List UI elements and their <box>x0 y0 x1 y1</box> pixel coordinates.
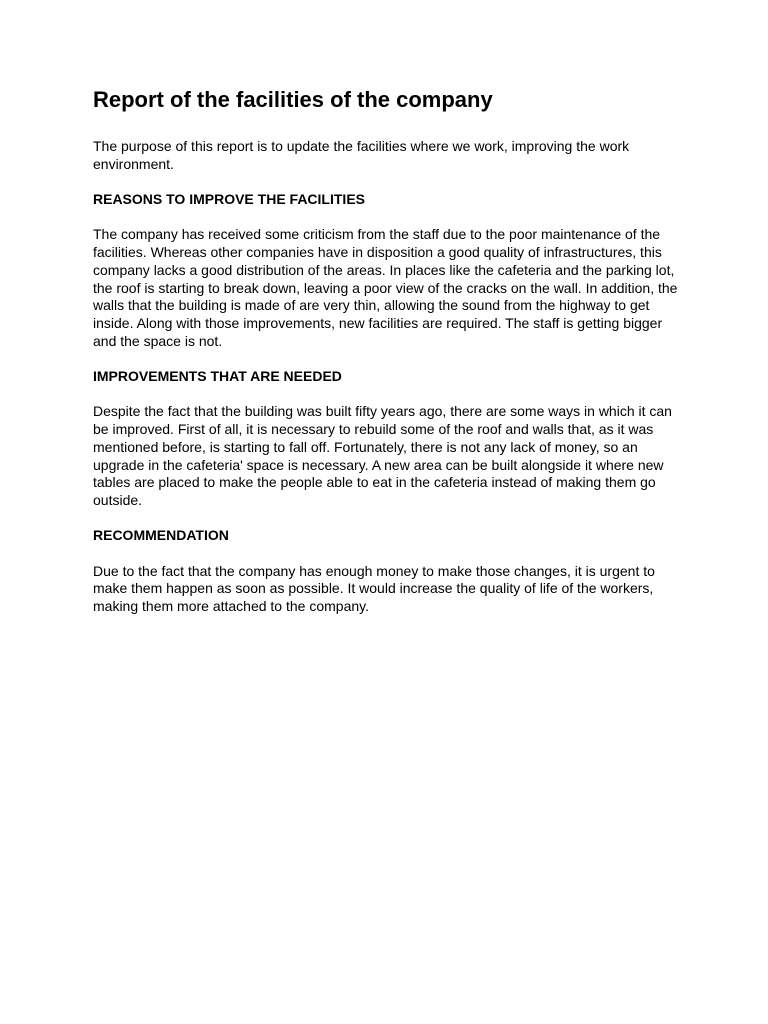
intro-paragraph: The purpose of this report is to update the facilities where we work, improving the work environment. <box>93 138 630 172</box>
section-body-recommendation: Due to the fact that the company has enough money to make those changes, it is urgent to make them happen as soon as possible. It would increase the quality of life of the workers, making them more attached to the company. <box>93 562 655 615</box>
section-heading-improvements: IMPROVEMENTS THAT ARE NEEDED <box>93 368 342 385</box>
section-heading-recommendation: RECOMMENDATION <box>93 527 229 544</box>
section-body-reasons: The company has received some criticism from the staff due to the poor maintenance of the facilities. Whereas other companies have in disposition a good quality of infrastructures, this company lacks a good distribution of the areas. In places like the cafeteria and the parking lot, the roof is starting to break down, leaving a poor view of the cracks on the wall. In addition, the walls that the building is made of are very thin, allowing the sound from the highway to get inside. Along with those improvements, new facilities are required. The staff is getting bigger and the space is not. <box>93 226 678 349</box>
document-page <box>93 86 678 616</box>
document-title: Report of the facilities of the company <box>93 87 493 112</box>
section-body-improvements: Despite the fact that the building was built fifty years ago, there are some ways in which it can be improved. First of all, it is necessary to rebuild some of the roof and walls that, as it was mentioned before, is starting to fall off. Fortunately, there is not any lack of money, so an upgrade in the cafeteria' space is necessary. A new area can be built alongside it where new tables are placed to make the people able to eat in the cafeteria instead of making them go outside. <box>93 403 672 508</box>
section-heading-reasons: REASONS TO IMPROVE THE FACILITIES <box>93 191 365 208</box>
